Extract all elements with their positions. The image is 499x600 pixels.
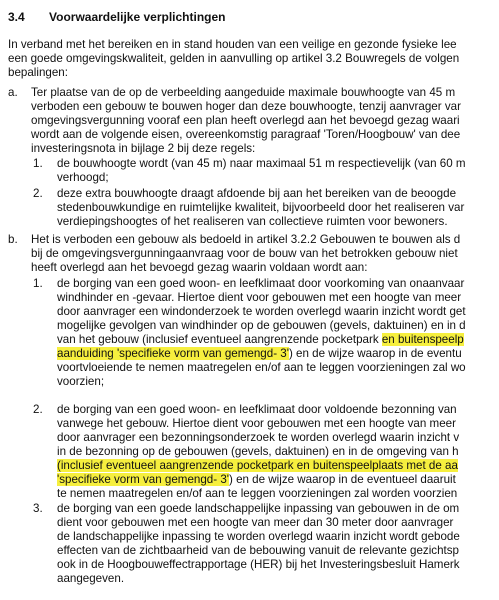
- section-title: Voorwaardelijke verplichtingen: [49, 10, 226, 24]
- item-a-line: investeringsnota in bijlage 2 bij deze regels:: [31, 142, 256, 155]
- item-b-line: bij de omgevingsvergunningaanvraag voor de bouw van het betrokken gebouw niet: [31, 247, 458, 260]
- item-b1-text: van het gebouw (inclusief eventueel aangrenzende pocketpark: [57, 333, 382, 346]
- item-b1-line: de borging van een goed woon- en leefklimaat door voorkoming van onaanvaar: [57, 277, 465, 290]
- item-b1-line: windhinder en -gevaar. Hiertoe dient voor gebouwen met een hoogte van meer: [57, 291, 462, 304]
- item-b2-line: door aanvrager een bezonningsonderzoek te worden overlegd waarin inzicht v: [57, 431, 460, 444]
- item-b3-line: de borging van een goede landschappelijke inpassing van gebouwen in de om: [57, 502, 460, 515]
- highlight: (inclusief eventueel aangrenzende pocketpark en buitenspeelplaats met de aa: [57, 459, 458, 472]
- list-marker-b2: 2.: [33, 403, 43, 416]
- item-b3-line: dient voor gebouwen met een hoogte van meer dan 30 meter door aanvrager: [57, 516, 454, 529]
- item-a1-line: verhoogd;: [57, 171, 109, 184]
- item-b2-line: [57, 473, 456, 487]
- item-b3-line: aangegeven.: [57, 572, 125, 585]
- intro-line: bepalingen:: [8, 66, 68, 79]
- list-marker-a1: 1.: [33, 157, 43, 170]
- item-b2-line: te nemen maatregelen en/of aan te leggen voorzieningen zal worden voorzien: [57, 487, 458, 500]
- item-a-line: verboden een gebouw te bouwen hoger dan deze bouwhoogte, tenzij aanvrager var: [31, 100, 461, 113]
- item-b1-line: mogelijke gevolgen van windhinder op de gebouwen (gevels, daktuinen) en in d: [57, 319, 466, 332]
- item-b1-line: voortvloeiende te nemen maatregelen en/of aan te leggen voorzieningen zal wo: [57, 361, 466, 374]
- item-a-line: omgevingsvergunning vooraf een plan heeft overlegd aan het bevoegd gezag waari: [31, 114, 460, 127]
- item-b2-text: ) en de wijze waarop in de eventueel daaruit: [228, 473, 456, 486]
- highlight: 'specifieke vorm van gemengd- 3': [57, 473, 229, 486]
- item-a2-line: deze extra bouwhoogte draagt afdoende bij aan het bereiken van de beoogde: [57, 187, 457, 200]
- item-b-line: heeft overlegd aan het bevoegd gezag waarin voldaan wordt aan:: [31, 261, 368, 274]
- item-a-line: Ter plaatse van de op de verbeelding aangeduide maximale bouwhoogte van 45 m: [31, 86, 456, 99]
- item-b3-line: ook in de Hoogbouweffectrapportage (HER) bij het Investeringsbesluit Hamerk: [57, 558, 460, 571]
- intro-line: een goede omgevingskwaliteit, gelden in aanvulling op artikel 3.2 Bouwregels de volgen: [8, 52, 460, 65]
- item-b2-line: [57, 459, 458, 473]
- item-b3-line: effecten van de zichtbaarheid van de bebouwing vanuit de relevante gezichtsp: [57, 544, 459, 557]
- item-b-line: Het is verboden een gebouw als bedoeld in artikel 3.2.2 Gebouwen te bouwen als d: [31, 233, 461, 246]
- item-b1-line: door aanvrager een windonderzoek te worden overlegd waarin inzicht wordt get: [57, 305, 466, 318]
- item-b3-line: de landschappelijke inpassing te worden overlegd waarin inzicht wordt gebode: [57, 530, 460, 543]
- highlight: aanduiding 'specifieke vorm van gemengd- 3': [57, 347, 289, 360]
- item-a2-line: stedenbouwkundige en ruimtelijke kwaliteit, bijvoorbeeld door het realiseren var: [57, 201, 465, 214]
- list-marker-b3: 3.: [33, 502, 43, 515]
- section-number: 3.4: [8, 10, 25, 24]
- item-b1-text: ) en de wijze waarop in de eventu: [288, 347, 462, 360]
- item-a2-line: verdiepingshoogtes of het realiseren van collectieve ruimten voor bewoners.: [57, 215, 448, 228]
- highlight: en buitenspeelp: [381, 333, 464, 346]
- intro-line: In verband met het bereiken en in stand houden van een veilige en gezonde fysieke lee: [8, 38, 457, 51]
- item-b2-line: vanwege het gebouw. Hiertoe dient voor gebouwen met een hoogte van meer: [57, 417, 456, 430]
- item-b1-line: voorzien;: [57, 375, 105, 388]
- item-b1-line: [57, 333, 464, 347]
- list-marker-a2: 2.: [33, 187, 43, 200]
- item-b2-line: de borging van een goed woon- en leefklimaat door voldoende bezonning van: [57, 403, 457, 416]
- item-b1-line: [57, 347, 462, 361]
- item-a1-line: de bouwhoogte wordt (van 45 m) naar maximaal 51 m respectievelijk (van 60 m: [57, 157, 466, 170]
- list-marker-a: a.: [8, 86, 18, 99]
- item-a-line: wordt aan de volgende eisen, overeenkomstig paragraaf 'Toren/Hoogbouw' van dee: [31, 128, 461, 141]
- item-b2-line: in de bezonning op de gebouwen (gevels, daktuinen) en in de omgeving van h: [57, 445, 459, 458]
- list-marker-b: b.: [8, 233, 18, 246]
- list-marker-b1: 1.: [33, 277, 43, 290]
